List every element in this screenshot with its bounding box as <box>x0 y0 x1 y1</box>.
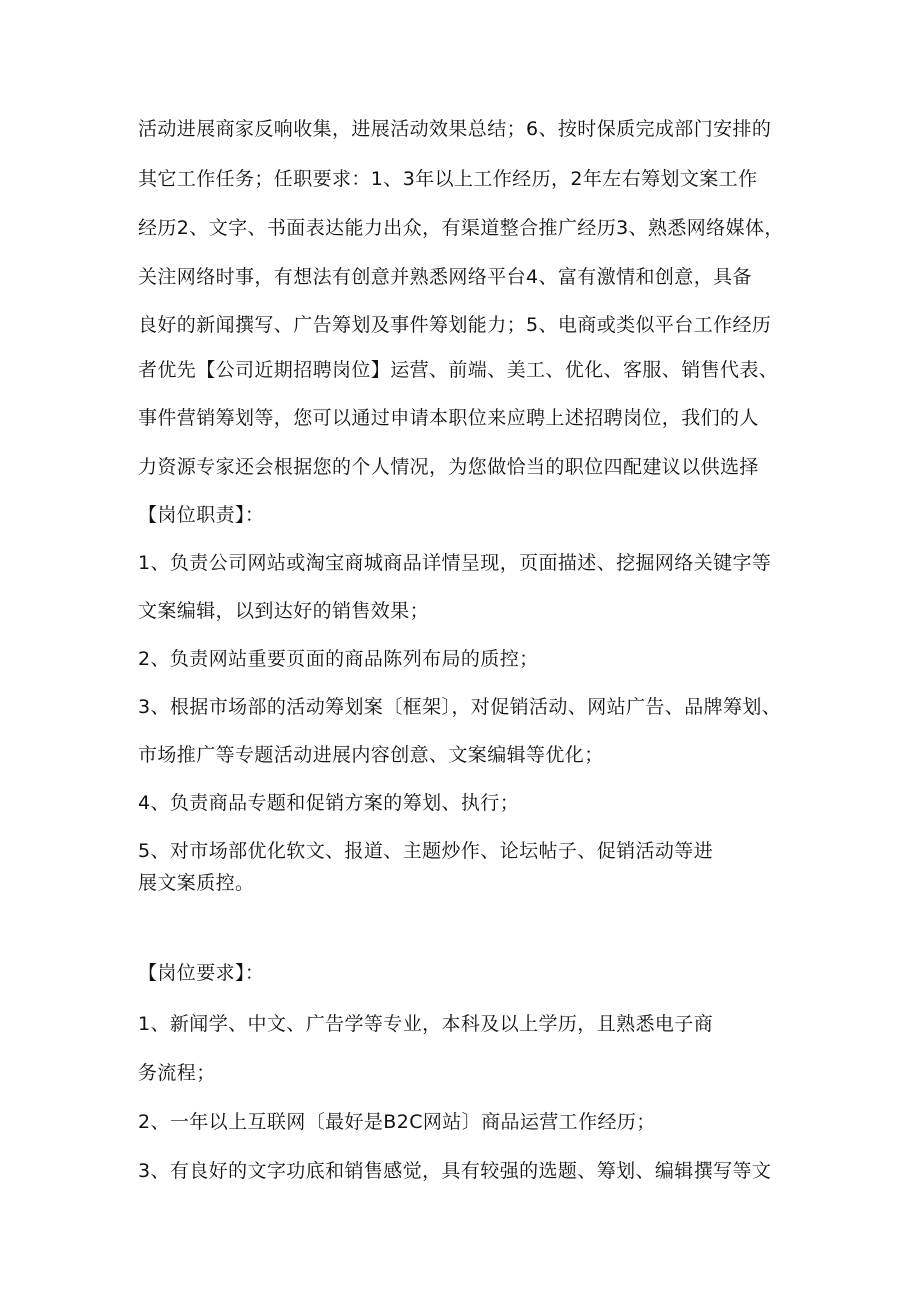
requirements-line: 2、一年以上互联网〔最好是B2C网站〕商品运营工作经历； <box>138 1111 656 1133</box>
duties-line: 市场推广等专题活动进展内容创意、文案编辑等优化； <box>138 744 604 766</box>
duties-line: 5、对市场部优化软文、报道、主题炒作、论坛帖子、促销活动等进 <box>138 840 714 862</box>
requirements-heading: 【岗位要求】： <box>138 962 265 984</box>
intro-line: 活动进展商家反响收集，进展活动效果总结；6、按时保质完成部门安排的 <box>138 118 772 140</box>
intro-line: 其它工作任务；任职要求：1、3年以上工作经历，2年左右筹划文案工作 <box>138 168 758 190</box>
requirements-line: 3、有良好的文字功底和销售感觉，具有较强的选题、筹划、编辑撰写等文 <box>138 1160 772 1182</box>
duties-line: 展文案质控。 <box>138 872 255 894</box>
requirements-line: 1、新闻学、中文、广告学等专业，本科及以上学历，且熟悉电子商 <box>138 1013 714 1035</box>
intro-line: 者优先【公司近期招聘岗位】运营、前端、美工、优化、客服、销售代表、 <box>138 359 779 381</box>
intro-line: 事件营销筹划等，您可以通过申请本职位来应聘上述招聘岗位，我们的人 <box>138 407 759 429</box>
duties-line: 文案编辑，以到达好的销售效果； <box>138 600 430 622</box>
intro-line: 经历2、文字、书面表达能力出众，有渠道整合推广经历3、熟悉网络媒体， <box>138 217 784 239</box>
duties-heading: 【岗位职责】： <box>138 504 265 526</box>
duties-line: 3、根据市场部的活动筹划案〔框架〕，对促销活动、网站广告、品牌筹划、 <box>138 696 782 718</box>
duties-line: 4、负责商品专题和促销方案的筹划、执行； <box>138 792 520 814</box>
intro-line: 良好的新闻撰写、广告筹划及事件筹划能力；5、电商或类似平台工作经历 <box>138 314 772 336</box>
requirements-line: 务流程； <box>138 1062 216 1084</box>
duties-line: 2、负责网站重要页面的商品陈列布局的质控； <box>138 648 539 670</box>
duties-line: 1、负责公司网站或淘宝商城商品详情呈现，页面描述、挖掘网络关键字等 <box>138 552 772 574</box>
intro-line: 力资源专家还会根据您的个人情况，为您做恰当的职位四配建议以供选择 <box>138 456 759 478</box>
intro-line: 关注网络时事，有想法有创意并熟悉网络平台4、富有激情和创意，具备 <box>138 266 752 288</box>
